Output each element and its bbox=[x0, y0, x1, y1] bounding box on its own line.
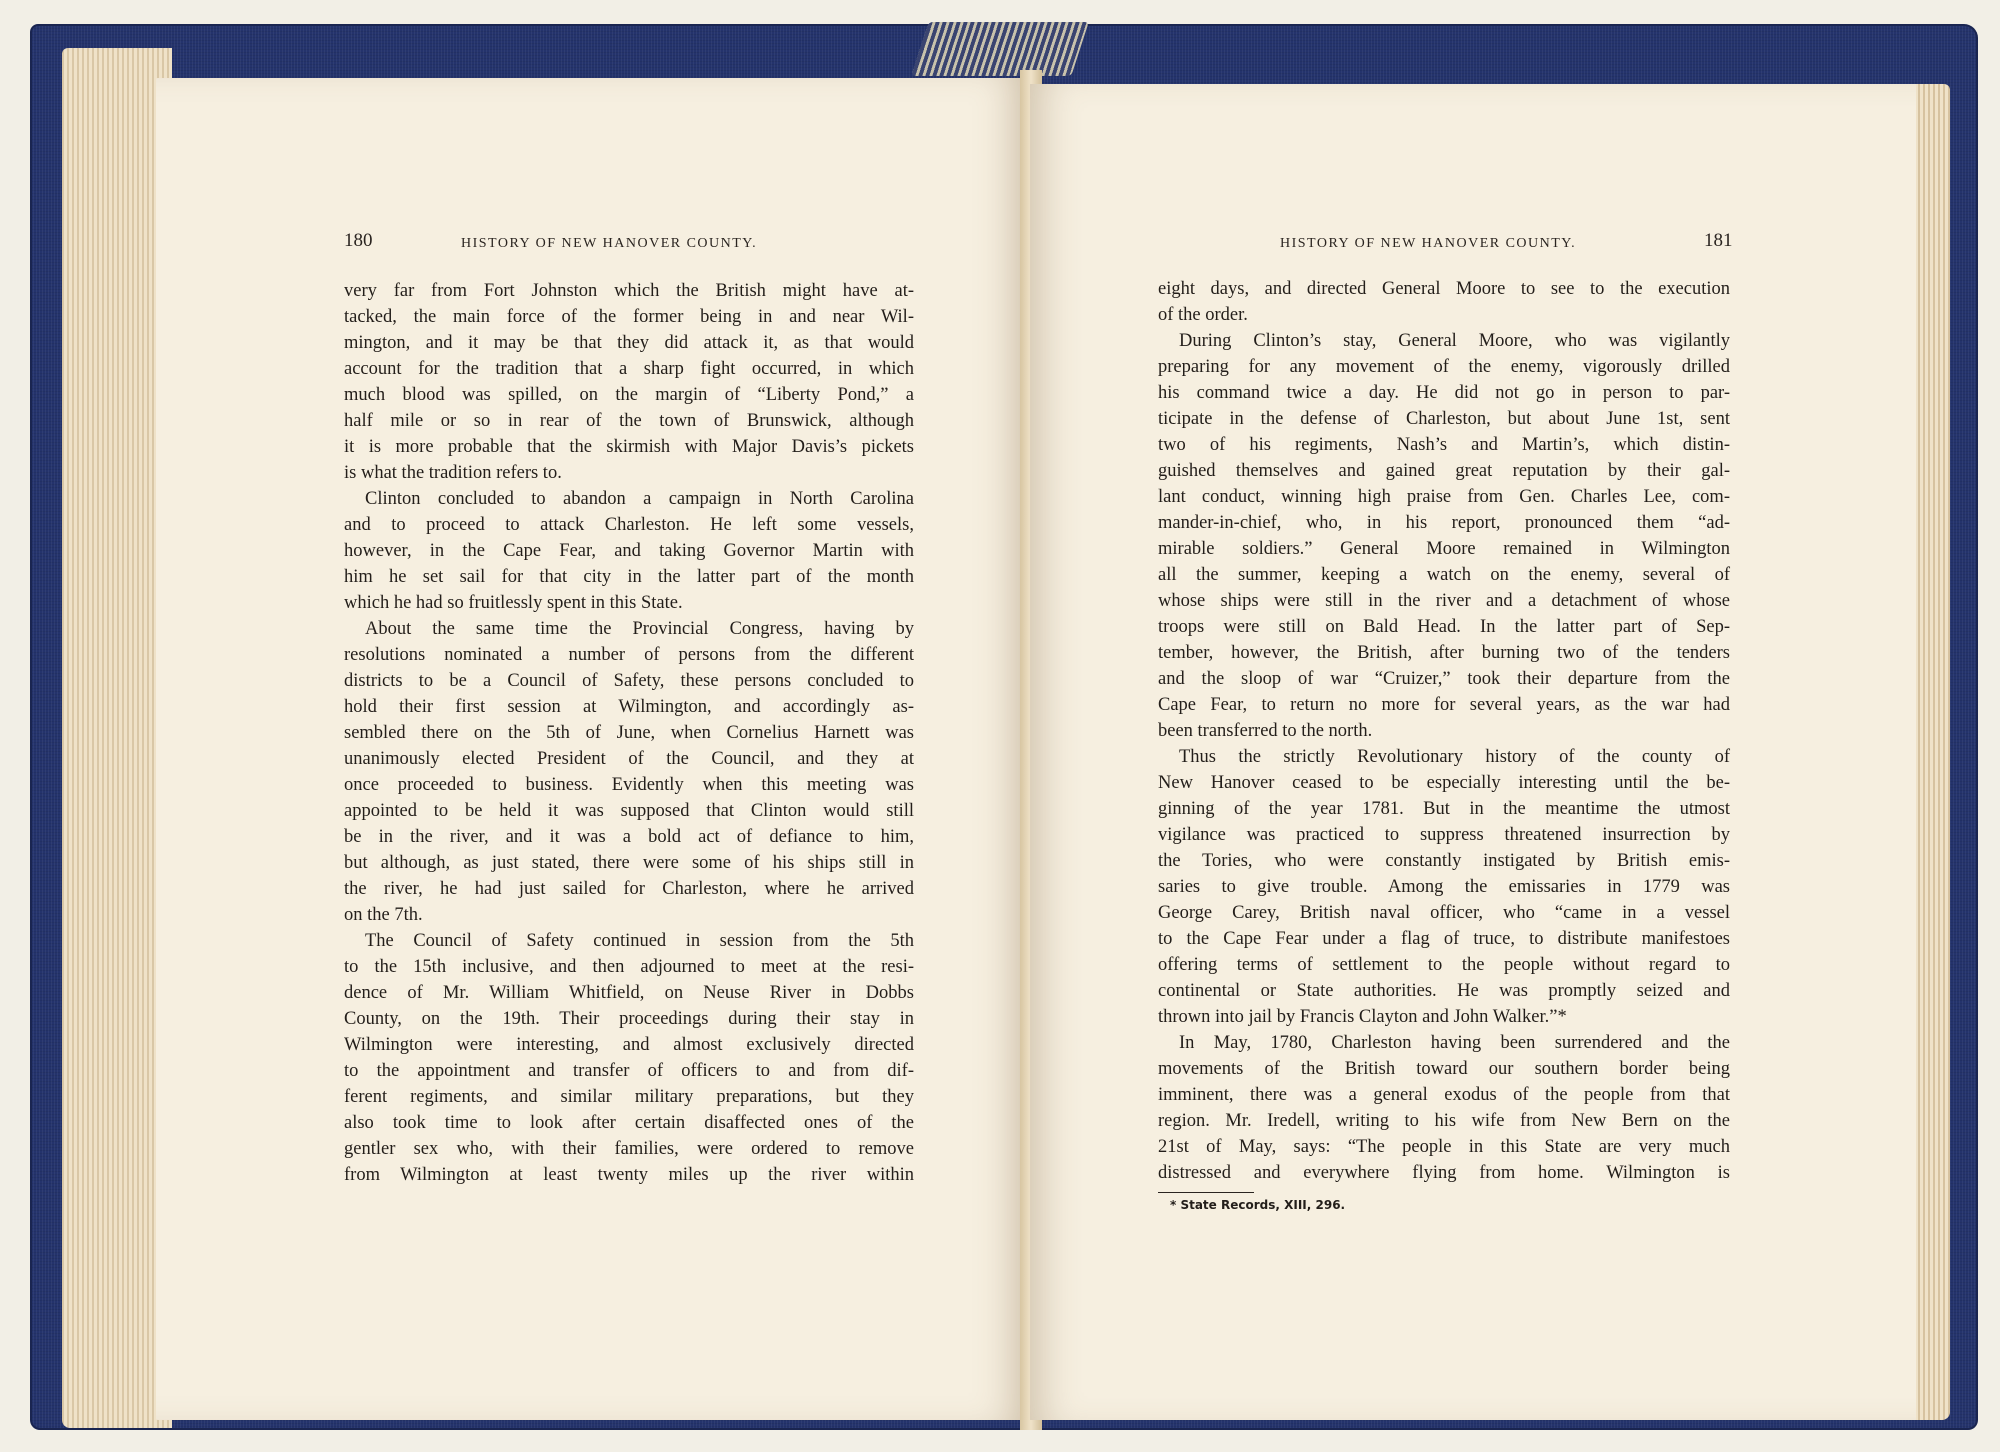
text-line: to the appointment and transfer of officers to and from dif- bbox=[344, 1061, 914, 1081]
right-page-number: 181 bbox=[1704, 230, 1733, 251]
text-line: hold their first session at Wilmington, and accordingly as- bbox=[344, 697, 914, 717]
right-page bbox=[1030, 84, 1916, 1420]
text-line: ticipate in the defense of Charleston, but about June 1st, sent bbox=[1158, 409, 1730, 429]
text-line: ferent regiments, and similar military preparations, but they bbox=[344, 1087, 914, 1107]
text-line: it is more probable that the skirmish with Major Davis’s pickets bbox=[344, 437, 914, 457]
text-line: and the sloop of war “Cruizer,” took their departure from the bbox=[1158, 669, 1730, 689]
text-line: is what the tradition refers to. bbox=[344, 463, 562, 483]
text-line: much blood was spilled, on the margin of “Liberty Pond,” a bbox=[344, 385, 914, 405]
headband bbox=[911, 22, 1089, 76]
text-line: been transferred to the north. bbox=[1158, 721, 1373, 741]
text-line: gentler sex who, with their families, were ordered to remove bbox=[344, 1139, 914, 1159]
left-text-block bbox=[344, 278, 914, 1188]
text-line: two of his regiments, Nash’s and Martin’s, which distin- bbox=[1158, 435, 1730, 455]
text-line: eight days, and directed General Moore to see to the execution bbox=[1158, 279, 1730, 299]
text-line: and to proceed to attack Charleston. He left some vessels, bbox=[344, 515, 914, 535]
text-line: account for the tradition that a sharp fight occurred, in which bbox=[344, 359, 914, 379]
text-line: of the order. bbox=[1158, 305, 1248, 325]
text-line: 21st of May, says: “The people in this State are very much bbox=[1158, 1137, 1730, 1157]
text-line: to the 15th inclusive, and then adjourned to meet at the resi- bbox=[344, 957, 914, 977]
text-line: tember, however, the British, after burning two of the tenders bbox=[1158, 643, 1730, 663]
text-line: resolutions nominated a number of persons from the different bbox=[344, 645, 914, 665]
text-line: lant conduct, winning high praise from Gen. Charles Lee, com- bbox=[1158, 487, 1730, 507]
text-line: Cape Fear, to return no more for several years, as the war had bbox=[1158, 695, 1730, 715]
footnote: * State Records, XIII, 296. bbox=[1170, 1198, 1346, 1212]
footnote-rule bbox=[1158, 1192, 1254, 1193]
text-line: on the 7th. bbox=[344, 905, 423, 925]
text-line: ginning of the year 1781. But in the meantime the utmost bbox=[1158, 799, 1730, 819]
text-line: tacked, the main force of the former being in and near Wil- bbox=[344, 307, 914, 327]
text-line: sembled there on the 5th of June, when Cornelius Harnett was bbox=[344, 723, 914, 743]
text-line: Thus the strictly Revolutionary history of the county of bbox=[1179, 747, 1730, 767]
text-line: During Clinton’s stay, General Moore, who was vigilantly bbox=[1179, 331, 1730, 351]
text-line: whose ships were still in the river and a detachment of whose bbox=[1158, 591, 1730, 611]
left-page-number: 180 bbox=[344, 230, 373, 251]
text-line: his command twice a day. He did not go in person to par- bbox=[1158, 383, 1730, 403]
text-line: troops were still on Bald Head. In the latter part of Sep- bbox=[1158, 617, 1730, 637]
text-line: mington, and it may be that they did attack it, as that would bbox=[344, 333, 914, 353]
text-line: preparing for any movement of the enemy, vigorously drilled bbox=[1158, 357, 1730, 377]
text-line: The Council of Safety continued in session from the 5th bbox=[365, 931, 914, 951]
text-line: Clinton concluded to abandon a campaign in North Carolina bbox=[365, 489, 914, 509]
text-line: dence of Mr. William Whitfield, on Neuse River in Dobbs bbox=[344, 983, 914, 1003]
text-line: but although, as just stated, there were some of his ships still in bbox=[344, 853, 914, 873]
text-line: appointed to be held it was supposed that Clinton would still bbox=[344, 801, 914, 821]
text-line: mander-in-chief, who, in his report, pronounced them “ad- bbox=[1158, 513, 1730, 533]
text-line: be in the river, and it was a bold act of defiance to him, bbox=[344, 827, 914, 847]
text-line: offering terms of settlement to the people without regard to bbox=[1158, 955, 1730, 975]
text-line: County, on the 19th. Their proceedings during their stay in bbox=[344, 1009, 914, 1029]
left-page bbox=[156, 78, 1026, 1420]
text-line: saries to give trouble. Among the emissaries in 1779 was bbox=[1158, 877, 1730, 897]
text-line: to the Cape Fear under a flag of truce, to distribute manifestoes bbox=[1158, 929, 1730, 949]
text-line: from Wilmington at least twenty miles up the river within bbox=[344, 1165, 914, 1185]
text-line: mirable soldiers.” General Moore remained in Wilmington bbox=[1158, 539, 1730, 559]
text-line: all the summer, keeping a watch on the enemy, several of bbox=[1158, 565, 1730, 585]
text-line: very far from Fort Johnston which the British might have at- bbox=[344, 281, 914, 301]
text-line: the river, he had just sailed for Charleston, where he arrived bbox=[344, 879, 914, 899]
text-line: New Hanover ceased to be especially interesting until the be- bbox=[1158, 773, 1730, 793]
text-line: once proceeded to business. Evidently when this meeting was bbox=[344, 775, 914, 795]
text-line: About the same time the Provincial Congress, having by bbox=[365, 619, 914, 639]
text-line: him he set sail for that city in the latter part of the month bbox=[344, 567, 914, 587]
text-line: region. Mr. Iredell, writing to his wife from New Bern on the bbox=[1158, 1111, 1730, 1131]
text-line: thrown into jail by Francis Clayton and John Walker.”* bbox=[1158, 1007, 1567, 1027]
right-text-block bbox=[1158, 276, 1730, 1186]
text-line: movements of the British toward our southern border being bbox=[1158, 1059, 1730, 1079]
text-line: imminent, there was a general exodus of the people from that bbox=[1158, 1085, 1730, 1105]
text-line: which he had so fruitlessly spent in this State. bbox=[344, 593, 683, 613]
text-line: In May, 1780, Charleston having been surrendered and the bbox=[1179, 1033, 1730, 1053]
text-line: unanimously elected President of the Council, and they at bbox=[344, 749, 914, 769]
text-line: also took time to look after certain disaffected ones of the bbox=[344, 1113, 914, 1133]
text-line: continental or State authorities. He was promptly seized and bbox=[1158, 981, 1730, 1001]
text-line: guished themselves and gained great reputation by their gal- bbox=[1158, 461, 1730, 481]
text-line: George Carey, British naval officer, who “came in a vessel bbox=[1158, 903, 1730, 923]
text-line: distressed and everywhere flying from home. Wilmington is bbox=[1158, 1163, 1730, 1183]
text-line: districts to be a Council of Safety, these persons concluded to bbox=[344, 671, 914, 691]
text-line: Wilmington were interesting, and almost exclusively directed bbox=[344, 1035, 914, 1055]
right-running-head: HISTORY OF NEW HANOVER COUNTY. bbox=[1280, 236, 1577, 251]
text-line: vigilance was practiced to suppress threatened insurrection by bbox=[1158, 825, 1730, 845]
text-line: the Tories, who were constantly instigated by British emis- bbox=[1158, 851, 1730, 871]
left-running-head: HISTORY OF NEW HANOVER COUNTY. bbox=[461, 236, 758, 251]
text-line: however, in the Cape Fear, and taking Governor Martin with bbox=[344, 541, 914, 561]
text-line: half mile or so in rear of the town of Brunswick, although bbox=[344, 411, 914, 431]
